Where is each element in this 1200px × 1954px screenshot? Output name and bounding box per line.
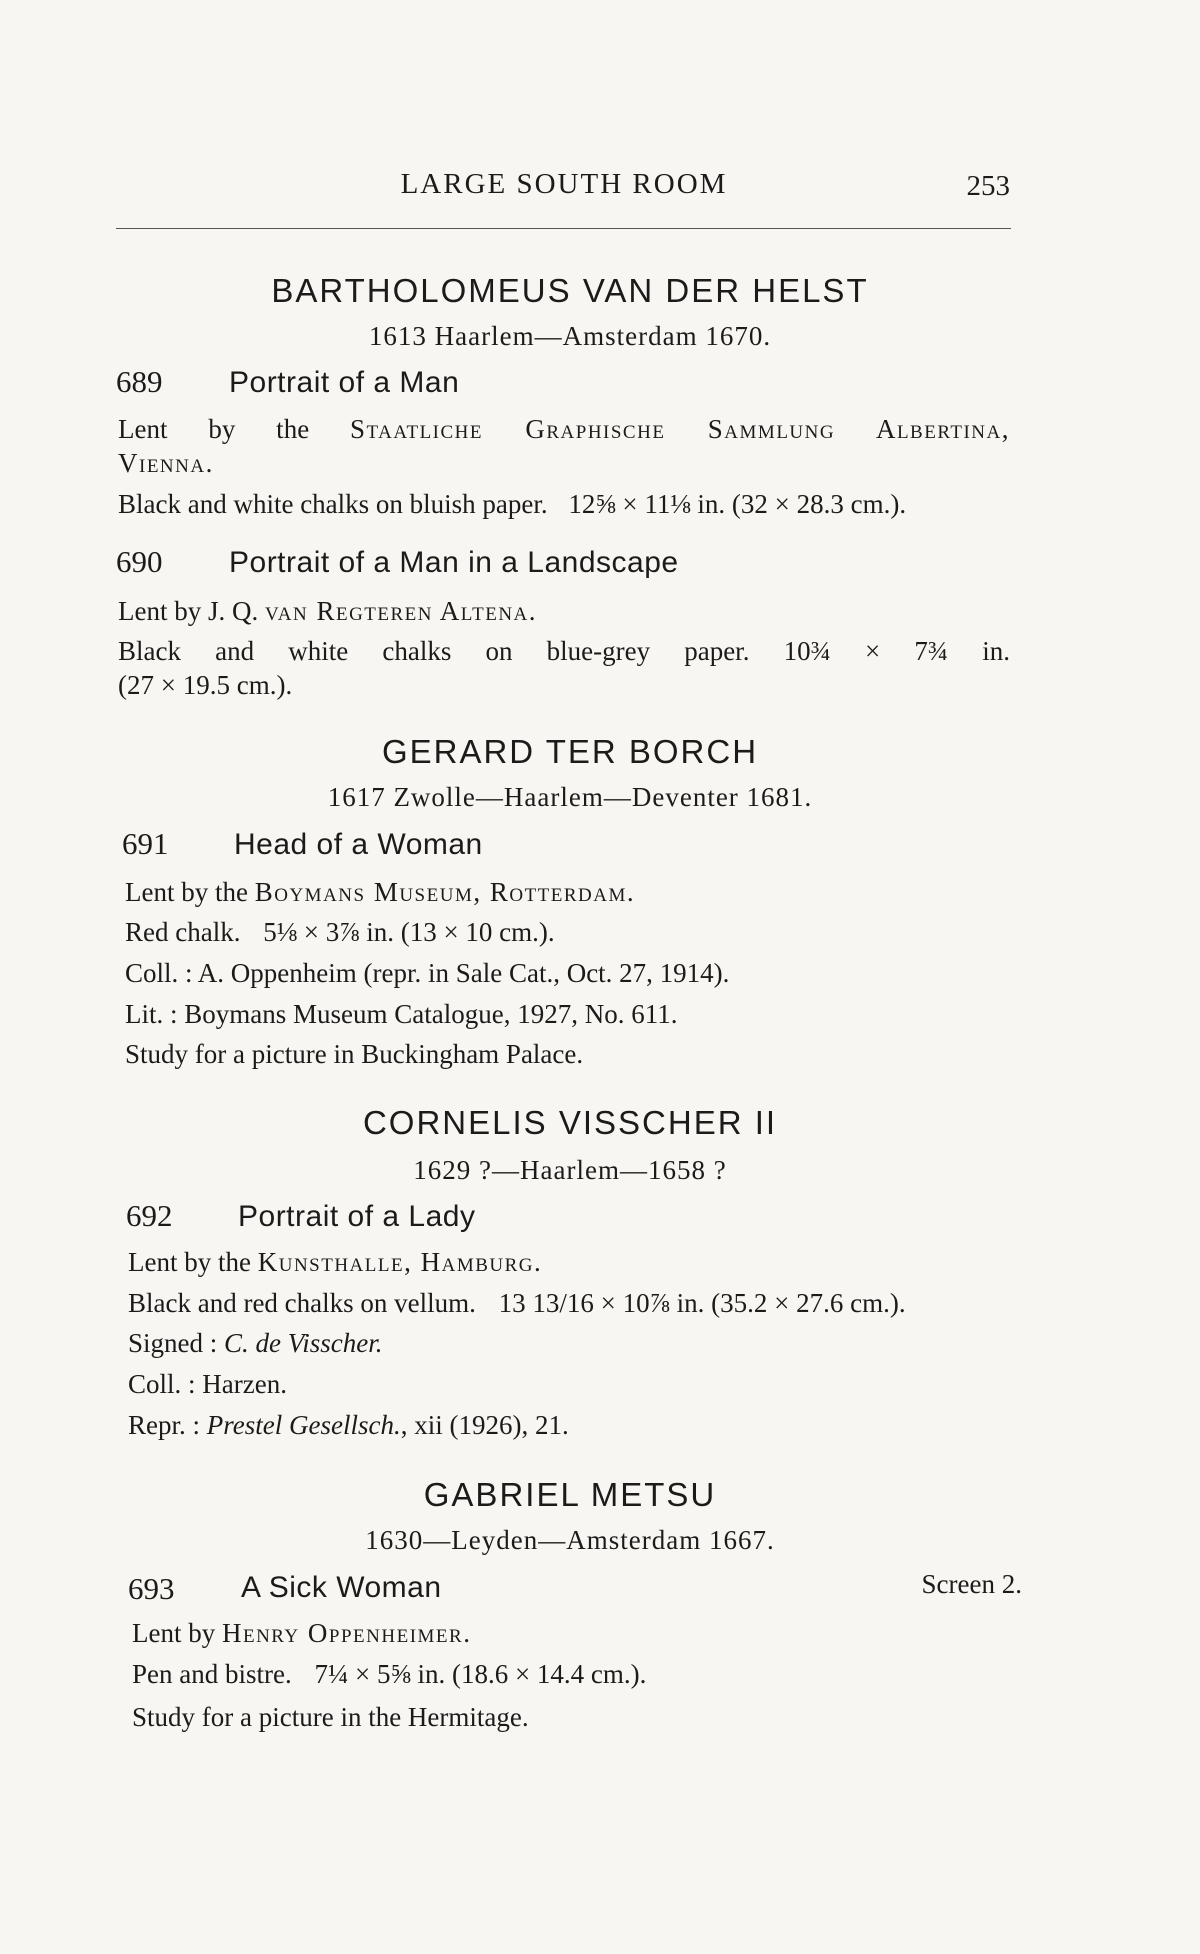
lender-prefix: Lent by the xyxy=(125,877,248,907)
medium: Black and white chalks on bluish paper. xyxy=(118,489,548,519)
artist-name: CORNELIS VISSCHER II xyxy=(362,1104,778,1141)
literature: Lit. : Boymans Museum Catalogue, 1927, No. 611. xyxy=(125,999,678,1029)
header-rule xyxy=(116,228,1011,229)
lender-line xyxy=(132,1618,471,1649)
dimensions: 7¼ × 5⅝ in. (18.6 × 14.4 cm.). xyxy=(314,1659,647,1689)
medium-line xyxy=(128,1288,906,1319)
repr-rest: , xii (1926), 21. xyxy=(400,1410,569,1440)
catalogue-number: 690 xyxy=(116,544,163,579)
lender-prefix: Lent by the xyxy=(118,414,310,444)
dimensions: 10¾ × 7¾ in. xyxy=(783,636,1010,666)
medium: Black and red chalks on vellum. xyxy=(128,1288,476,1318)
catalogue-number: 689 xyxy=(116,364,163,399)
lender-prefix: Lent by xyxy=(132,1618,216,1648)
running-title: LARGE SOUTH ROOM xyxy=(400,168,728,200)
screen-location: Screen 2. xyxy=(921,1569,1022,1599)
lender-line xyxy=(118,414,1010,445)
artist-dates: 1617 Zwolle—Haarlem—Deventer 1681. xyxy=(327,782,813,812)
lender-line xyxy=(118,596,537,627)
lender-name: Kunsthalle, Hamburg. xyxy=(257,1247,543,1277)
lender-name: Boymans Museum, Rotterdam. xyxy=(254,877,636,907)
work-title: Portrait of a Lady xyxy=(238,1200,476,1233)
medium: Red chalk. xyxy=(125,917,241,947)
work-title: Portrait of a Man in a Landscape xyxy=(229,546,679,579)
signed-label: Signed : xyxy=(128,1328,218,1358)
artist-name: BARTHOLOMEUS VAN DER HELST xyxy=(271,272,869,309)
catalogue-number: 692 xyxy=(126,1198,173,1233)
medium: Black and white chalks on blue-grey paper. xyxy=(118,636,750,666)
collection: Coll. : A. Oppenheim (repr. in Sale Cat., Oct. 27, 1914). xyxy=(125,958,730,988)
reproduction-line xyxy=(128,1410,569,1441)
repr-value: Prestel Gesellsch. xyxy=(206,1410,401,1440)
lender-line xyxy=(125,877,635,908)
collection: Coll. : Harzen. xyxy=(128,1369,287,1399)
page-number: 253 xyxy=(966,170,1010,202)
lender-prefix: Lent by J. Q. xyxy=(118,596,259,626)
medium-line xyxy=(118,636,1010,667)
study-note: Study for a picture in Buckingham Palace. xyxy=(125,1039,584,1069)
artist-dates: 1613 Haarlem—Amsterdam 1670. xyxy=(368,321,772,351)
catalogue-number: 693 xyxy=(128,1571,175,1606)
catalogue-number: 691 xyxy=(122,826,169,861)
lender-name: Staatliche Graphische Sammlung Albertina, xyxy=(350,414,1010,444)
dimensions: 13 13/16 × 10⅞ in. (35.2 × 27.6 cm.). xyxy=(498,1288,906,1318)
work-title: A Sick Woman xyxy=(241,1571,442,1604)
medium-line xyxy=(118,489,906,520)
lender-prefix: Lent by the xyxy=(128,1247,251,1277)
medium-line xyxy=(125,917,555,948)
dimensions: 5⅛ × 3⅞ in. (13 × 10 cm.). xyxy=(263,917,555,947)
artist-dates: 1630—Leyden—Amsterdam 1667. xyxy=(365,1525,775,1555)
signed-value: C. de Visscher. xyxy=(224,1328,383,1358)
lender-city: Vienna. xyxy=(118,448,214,478)
signature-line xyxy=(128,1328,383,1359)
medium: Pen and bistre. xyxy=(132,1659,292,1689)
lender-name: Henry Oppenheimer. xyxy=(221,1618,472,1648)
work-title: Head of a Woman xyxy=(234,828,483,861)
lender-name: van Regteren Altena. xyxy=(264,596,538,626)
study-note: Study for a picture in the Hermitage. xyxy=(132,1702,529,1732)
dimensions: 12⅝ × 11⅛ in. (32 × 28.3 cm.). xyxy=(568,489,907,519)
artist-name: GABRIEL METSU xyxy=(423,1476,717,1513)
dimensions-cm: (27 × 19.5 cm.). xyxy=(118,670,293,700)
repr-label: Repr. : xyxy=(128,1410,200,1440)
artist-dates: 1629 ?—Haarlem—1658 ? xyxy=(413,1155,727,1185)
medium-line xyxy=(132,1659,646,1690)
work-title: Portrait of a Man xyxy=(229,366,460,399)
lender-line xyxy=(128,1247,542,1278)
running-head xyxy=(118,168,1010,208)
artist-name: GERARD TER BORCH xyxy=(381,733,759,770)
